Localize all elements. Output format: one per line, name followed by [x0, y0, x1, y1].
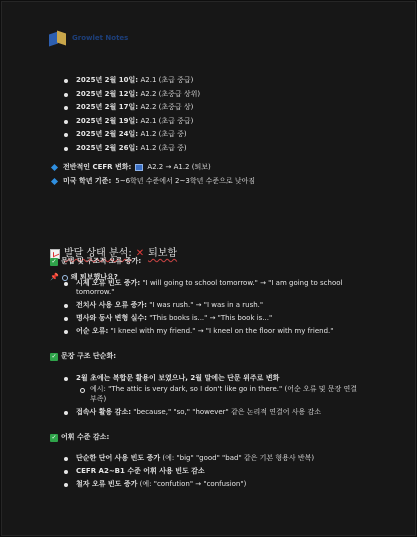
- list-item: 2월 초에는 복합문 활용이 보였으나, 2월 말에는 단문 위주로 변화 예시: "The attic is very dark, so I don't like go in there." (어순 오류 및 문장 연결 부족): [64, 374, 364, 404]
- checkmark-icon: ✓: [51, 257, 57, 265]
- brand-logo-icon: [49, 32, 67, 46]
- vocabulary-list: [64, 454, 364, 492]
- list-item: 예시: "The attic is very dark, so I don't like go in there." (어순 오류 및 문장 연결 부족): [76, 385, 364, 404]
- brand-name: Growlet Notes: [72, 34, 129, 43]
- list-item: 2025년 2월 24일: A1.2 (초급 중): [64, 130, 200, 144]
- grammar-error-list: [64, 279, 364, 340]
- checkmark-icon: ✓: [51, 433, 57, 441]
- list-item: 어순 오류: "I kneel with my friend." → "I kneel on the floor with my friend.": [64, 327, 364, 336]
- list-item: 2025년 2월 19일: A2.1 (초급 중급): [64, 117, 200, 131]
- chart-icon: [135, 164, 143, 171]
- pushpin-icon: 📌: [50, 273, 59, 281]
- list-item: 전치사 사용 오류 증가: "I was rush." → "I was in a rush.": [64, 301, 364, 310]
- brand-header: [49, 32, 128, 46]
- us-grade-level: 미국 학년 기준: 5~6학년 수준에서 2~3학년 수준으로 낮아짐: [52, 177, 255, 186]
- sub-list: [76, 385, 364, 404]
- section-heading: ✓ 어휘 수준 감소:: [51, 433, 110, 441]
- list-item: 철자 오류 빈도 증가 (예: "confution" → "confusion"): [64, 480, 364, 489]
- list-item: CEFR A2~B1 수준 어휘 사용 빈도 감소: [64, 467, 364, 476]
- document-page: [1, 1, 416, 536]
- list-item: 접속사 활용 감소: "because," "so," "however" 같은 논리적 연결어 사용 감소: [64, 408, 364, 417]
- overall-cefr-change: 전반적인 CEFR 변화: A2.2 → A1.2 (퇴보): [52, 163, 211, 172]
- list-item: 명사와 동사 변형 실수: "This books is..." → "This book is...": [64, 314, 364, 323]
- list-item: 2025년 2월 10일: A2.1 (초급 중급): [64, 76, 200, 90]
- list-item: 2025년 2월 26일: A1.2 (초급 중): [64, 144, 200, 158]
- cross-mark-icon: ✕: [135, 248, 145, 259]
- checkmark-icon: ✓: [51, 352, 57, 360]
- list-item: 단순한 단어 사용 빈도 증가 (예: "big" "good" "bad" 같은 기본 형용사 반복): [64, 454, 364, 463]
- blue-diamond-icon: [51, 164, 58, 171]
- section-heading: ✓ 문법 및 구조적 오류 증가:: [51, 257, 142, 265]
- why-question: 📌 왜 퇴보했나요?: [50, 273, 118, 281]
- schedule-list: [64, 76, 200, 158]
- list-item: 시제 오류 빈도 증가: "I will going to school tomorrow." → "I am going to school tomorrow.": [64, 279, 364, 298]
- section-heading: ✓ 문장 구조 단순화:: [51, 352, 117, 360]
- list-item: 2025년 2월 12일: A2.2 (초중급 상위): [64, 90, 200, 104]
- list-item: 2025년 2월 17일: A2.2 (초중급 상): [64, 103, 200, 117]
- analysis-heading: 발달 상태 분석: ✕ 퇴보함: [50, 247, 177, 261]
- blue-diamond-icon: [51, 178, 58, 185]
- sentence-structure-list: [64, 374, 364, 421]
